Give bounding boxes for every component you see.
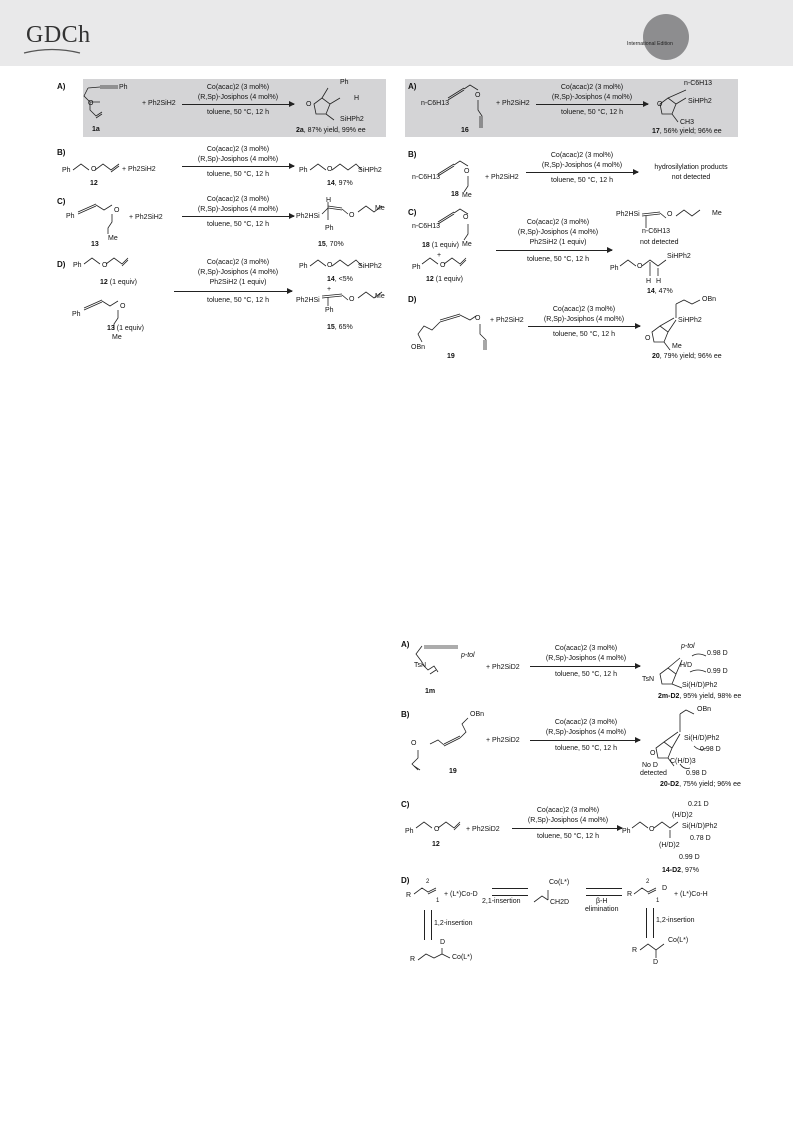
scheme-right-a-label: A) — [408, 82, 417, 91]
scheme-d-d-equil2 — [586, 888, 622, 896]
scheme-left-c-product-me: Me — [375, 205, 385, 212]
scheme-d-d-alkene1-structure — [414, 884, 444, 902]
scheme-left-b-sm: Ph — [62, 167, 71, 174]
scheme-right-a-cond2: (R,Sp)-Josiphos (4 mol%) — [551, 94, 633, 101]
scheme-d-c-product-d3: 0.99 D — [679, 854, 700, 861]
scheme-left-d-p1-label: 14 — [327, 276, 335, 283]
scheme-right-b-sm-me: Me — [462, 192, 472, 199]
scheme-d-c-label: C) — [401, 800, 410, 809]
scheme-right-c-sm1-caption — [422, 242, 459, 249]
scheme-d-d-int2-co: Co(L*) — [668, 937, 689, 944]
edition-badge-label: International Edition — [627, 41, 673, 47]
scheme-right-c-p2-h2: H — [656, 278, 662, 285]
scheme-right-a-sm-structure — [448, 82, 498, 132]
scheme-d-b-product-d1: 0.98 D — [700, 746, 721, 753]
scheme-d-b-arrow — [530, 740, 640, 741]
scheme-d-b-product-nod2: detected — [640, 770, 667, 777]
scheme-d-a-product-ptol: p-tol — [681, 643, 695, 650]
scheme-left-c-cond1: Co(acac)2 (3 mol%) — [206, 196, 270, 203]
scheme-left-d-sm2-caption — [107, 325, 144, 332]
scheme-left-b-reagent: + Ph2SiH2 — [122, 166, 156, 173]
scheme-d-d-r1: R — [406, 892, 412, 899]
scheme-left-d-sm2-label: 13 — [107, 325, 115, 332]
scheme-right-b-sm-hex: n-C6H13 — [412, 174, 441, 181]
scheme-right-d-sm-group: OBn — [411, 344, 426, 351]
scheme-d-d-step2b: elimination — [585, 906, 619, 913]
scheme-left-c-cond3: toluene, 50 °C, 12 h — [207, 221, 269, 228]
scheme-left-c-product-yield: , 70% — [325, 241, 344, 248]
scheme-d-a-cond1: Co(acac)2 (3 mol%) — [554, 645, 618, 652]
scheme-left-b-product-o: O — [327, 166, 333, 173]
scheme-right-b-label: B) — [408, 150, 417, 159]
scheme-d-c-product-hd1: (H/D)2 — [672, 812, 693, 819]
scheme-right-a-product-hex: n-C6H13 — [684, 80, 713, 87]
scheme-right-a-cond3: toluene, 50 °C, 12 h — [561, 109, 623, 116]
scheme-left-d-p2-ph: Ph — [325, 307, 334, 314]
scheme-left-b-o: O — [91, 166, 97, 173]
scheme-d-d-c1-b: 1 — [656, 898, 660, 904]
scheme-d-b-sm-o: O — [411, 740, 417, 747]
scheme-left-b-cond1: Co(acac)2 (3 mol%) — [206, 146, 270, 153]
scheme-d-a-product-si: Si(H/D)Ph2 — [682, 682, 718, 689]
scheme-right-c-p2-result — [647, 288, 673, 295]
scheme-left-d-p1-si: SiHPh2 — [358, 263, 382, 270]
scheme-d-d-int3-r: R — [410, 956, 416, 963]
scheme-d-a-cond3: toluene, 50 °C, 12 h — [555, 671, 617, 678]
scheme-d-c-reagent: + Ph2SiD2 — [466, 826, 500, 833]
scheme-d-d-step4: 1,2-insertion — [656, 917, 695, 924]
scheme-d-c-product-yield: , 97% — [681, 867, 699, 874]
scheme-d-a-sm-label: 1m — [425, 688, 436, 695]
scheme-right-c-p1-si: Ph2HSi — [616, 211, 640, 218]
scheme-left-a-cond1: Co(acac)2 (3 mol%) — [206, 84, 270, 91]
scheme-d-c-cond1: Co(acac)2 (3 mol%) — [536, 807, 600, 814]
scheme-d-d-int3-co: Co(L*) — [452, 954, 473, 961]
scheme-d-d-equil4 — [646, 908, 654, 938]
scheme-left-a-product-result — [296, 127, 366, 134]
scheme-d-d-c1-a: 1 — [436, 898, 440, 904]
scheme-d-b-product-si: Si(H/D)Ph2 — [684, 735, 720, 742]
scheme-left-d-sm2-o: O — [120, 303, 126, 310]
scheme-d-d-step3: 1,2-insertion — [434, 920, 473, 927]
scheme-d-d-equil3 — [424, 910, 432, 940]
scheme-left-d-sm2-me: Me — [112, 334, 122, 341]
scheme-right-c-plus: + — [437, 252, 442, 259]
scheme-d-d-int2-d: D — [653, 959, 659, 966]
scheme-right-c-sm2-o: O — [440, 262, 446, 269]
scheme-right-c-sm2-label: 12 — [426, 276, 434, 283]
scheme-d-a-sm-tsn: TsN — [414, 662, 427, 669]
scheme-right-c-p2-o: O — [637, 263, 643, 270]
scheme-left-d-p2-result — [327, 324, 353, 331]
scheme-d-a-product-hd: H/D — [680, 662, 693, 669]
scheme-left-b-arrow — [182, 166, 294, 167]
scheme-d-b-sm-obn: OBn — [470, 711, 485, 718]
scheme-d-b-reagent: + Ph2SiD2 — [486, 737, 520, 744]
scheme-right-c-arrow — [496, 250, 612, 251]
scheme-left-b-sm-label: 12 — [90, 180, 98, 187]
scheme-left-a-product-label: 2a — [296, 127, 304, 134]
scheme-right-d-product-result — [652, 353, 722, 360]
scheme-left-d-sm1-o: O — [102, 262, 108, 269]
scheme-left-a-product-yield: , 87% yield, 99% ee — [303, 127, 366, 134]
scheme-d-d-c2-b: 2 — [646, 879, 650, 885]
scheme-right-d-product-me: Me — [672, 343, 682, 350]
scheme-left-d-sm1-caption — [100, 279, 137, 286]
scheme-d-c-product-structure — [632, 818, 692, 844]
scheme-left-d-sm1-label: 12 — [100, 279, 108, 286]
scheme-d-a-product-d2: 0.99 D — [707, 668, 728, 675]
scheme-left-c-product-o: O — [349, 212, 355, 219]
scheme-right-d-product-obn: OBn — [702, 296, 717, 303]
scheme-left-d-label: D) — [57, 260, 66, 269]
scheme-d-a-product-tsn: TsN — [642, 676, 655, 683]
scheme-d-a-product-label: 2m-D2 — [658, 693, 680, 700]
scheme-right-b-reagent: + Ph2SiH2 — [485, 174, 519, 181]
scheme-left-d-p2-si: Ph2HSi — [296, 297, 320, 304]
scheme-d-b-cond1: Co(acac)2 (3 mol%) — [554, 719, 618, 726]
scheme-right-b-cond2: (R,Sp)-Josiphos (4 mol%) — [541, 162, 623, 169]
scheme-d-b-product-o: O — [650, 750, 656, 757]
scheme-d-c-product-si: Si(H/D)Ph2 — [682, 823, 718, 830]
scheme-d-c-sm-o: O — [434, 826, 440, 833]
scheme-right-c-p2-yield: , 47% — [654, 288, 673, 295]
scheme-right-d-cond3: toluene, 50 °C, 12 h — [553, 331, 615, 338]
scheme-left-b-label: B) — [57, 148, 66, 157]
scheme-right-d-sm-o: O — [475, 315, 481, 322]
scheme-d-b-product-yield: , 75% yield; 96% ee — [679, 781, 741, 788]
scheme-left-c-sm-ph: Ph — [66, 213, 75, 220]
scheme-right-c-sm1-label: 18 — [422, 242, 430, 249]
scheme-left-d-cond3: Ph2SiH2 (1 equiv) — [209, 279, 267, 286]
scheme-left-a-label: A) — [57, 82, 66, 91]
scheme-d-b-product-label: 20-D2 — [660, 781, 680, 788]
scheme-d-c-arrow — [512, 828, 622, 829]
edition-badge-icon — [643, 14, 689, 60]
scheme-right-b-cond3: toluene, 50 °C, 12 h — [551, 177, 613, 184]
scheme-right-c-label: C) — [408, 208, 417, 217]
scheme-right-d-product-label: 20 — [652, 353, 660, 360]
scheme-left-c-label: C) — [57, 197, 66, 206]
scheme-right-c-p1-note: not detected — [640, 239, 679, 246]
scheme-d-b-product-d2: 0.98 D — [686, 770, 707, 777]
scheme-d-d-int3-d: D — [440, 939, 446, 946]
scheme-right-a-product-label: 17 — [652, 128, 660, 135]
scheme-left-c-sm-structure — [78, 200, 128, 234]
scheme-d-c-product-label: 14-D2 — [662, 867, 682, 874]
scheme-left-c-sm-label: 13 — [91, 241, 99, 248]
scheme-right-c-sm1-o: O — [463, 214, 469, 221]
scheme-d-c-sm-label: 12 — [432, 841, 440, 848]
scheme-left-a-reagent: + Ph2SiH2 — [142, 100, 176, 107]
scheme-left-c-sm-o: O — [114, 207, 120, 214]
scheme-d-d-label: D) — [401, 876, 410, 885]
scheme-left-d-p1-yield: , <5% — [334, 276, 353, 283]
scheme-left-c-cond2: (R,Sp)-Josiphos (4 mol%) — [197, 206, 279, 213]
scheme-left-b-cond2: (R,Sp)-Josiphos (4 mol%) — [197, 156, 279, 163]
scheme-d-a-reagent: + Ph2SiD2 — [486, 664, 520, 671]
scheme-right-d-product-o: O — [645, 335, 651, 342]
scheme-right-b-arrow — [526, 172, 638, 173]
scheme-d-b-cond2: (R,Sp)-Josiphos (4 mol%) — [545, 729, 627, 736]
scheme-left-d-cond1: Co(acac)2 (3 mol%) — [206, 259, 270, 266]
scheme-right-c-sm1-me: Me — [462, 241, 472, 248]
scheme-right-c-p1-hex: n-C6H13 — [642, 228, 671, 235]
scheme-right-a-cond1: Co(acac)2 (3 mol%) — [560, 84, 624, 91]
scheme-left-a-product-h: H — [354, 95, 360, 102]
scheme-d-c-product-o: O — [649, 826, 655, 833]
scheme-d-a-product-d1: 0.98 D — [707, 650, 728, 657]
scheme-d-a-label: A) — [401, 640, 410, 649]
scheme-right-c-p2-h1: H — [646, 278, 652, 285]
scheme-d-b-cond3: toluene, 50 °C, 12 h — [555, 745, 617, 752]
scheme-left-a-product-o: O — [306, 101, 312, 108]
scheme-right-c-sm2-equiv: (1 equiv) — [433, 276, 463, 283]
scheme-right-c-p1-o: O — [667, 211, 673, 218]
scheme-left-c-product-result — [318, 241, 344, 248]
scheme-left-d-sm2-equiv: (1 equiv) — [114, 325, 144, 332]
scheme-d-d-alkene2-structure — [634, 884, 664, 902]
scheme-right-d-sm-label: 19 — [447, 353, 455, 360]
scheme-right-d-product-yield: , 79% yield; 96% ee — [659, 353, 722, 360]
scheme-d-a-sm-ptol: p-tol — [461, 652, 475, 659]
publisher-logo: GDCh — [26, 22, 91, 48]
scheme-left-b-product-label: 14 — [327, 180, 335, 187]
scheme-right-c-p2-si: SiHPh2 — [667, 253, 691, 260]
scheme-left-d-p1-result — [327, 276, 353, 283]
scheme-right-a-product-si: SiHPh2 — [688, 98, 712, 105]
scheme-right-b-cond1: Co(acac)2 (3 mol%) — [550, 152, 614, 159]
scheme-left-d-arrow — [174, 291, 292, 292]
scheme-right-a-product-result — [652, 128, 722, 135]
journal-header-bar — [0, 0, 793, 66]
scheme-d-b-product-nod1: No D — [642, 762, 658, 769]
scheme-right-c-p2-label: 14 — [647, 288, 655, 295]
scheme-left-d-cond4: toluene, 50 °C, 12 h — [207, 297, 269, 304]
scheme-left-b-sm-structure — [73, 160, 123, 176]
scheme-right-d-reagent: + Ph2SiH2 — [490, 317, 524, 324]
scheme-d-c-cond2: (R,Sp)-Josiphos (4 mol%) — [527, 817, 609, 824]
scheme-left-d-sm1: Ph — [73, 262, 82, 269]
scheme-d-c-product-d1: 0.21 D — [688, 801, 709, 808]
scheme-right-d-sm-structure — [414, 308, 494, 352]
logo-swoosh-icon — [22, 48, 82, 58]
scheme-right-c-sm2-caption — [426, 276, 463, 283]
scheme-d-a-product-result — [658, 693, 741, 700]
scheme-right-d-product-si: SiHPh2 — [678, 317, 702, 324]
scheme-right-c-sm1-structure — [438, 206, 488, 246]
scheme-right-b-sm-label: 18 — [451, 191, 459, 198]
scheme-d-d-r2: R — [627, 891, 633, 898]
scheme-left-b-product-si: SiHPh2 — [358, 167, 382, 174]
scheme-right-c-cond4: toluene, 50 °C, 12 h — [527, 256, 589, 263]
scheme-right-d-cond2: (R,Sp)-Josiphos (4 mol%) — [543, 316, 625, 323]
scheme-left-d-sm1-equiv: (1 equiv) — [107, 279, 137, 286]
scheme-left-d-plus: + — [327, 286, 332, 293]
scheme-left-b-product-ph: Ph — [299, 167, 308, 174]
scheme-d-c-product-result — [662, 867, 699, 874]
scheme-left-a-cond2: (R,Sp)-Josiphos (4 mol%) — [197, 94, 279, 101]
scheme-left-a-cond3: toluene, 50 °C, 12 h — [207, 109, 269, 116]
scheme-left-c-arrow — [182, 216, 294, 217]
scheme-right-a-reagent: + Ph2SiH2 — [496, 100, 530, 107]
scheme-d-a-sm-structure — [414, 642, 494, 678]
scheme-d-d-alkene-d: D — [662, 885, 668, 892]
scheme-right-a-sm-group: n-C6H13 — [421, 100, 450, 107]
scheme-d-d-step1: 2,1-insertion — [482, 898, 521, 905]
scheme-right-c-sm2-ph: Ph — [412, 264, 421, 271]
scheme-left-a-sm-label: 1a — [92, 126, 100, 133]
scheme-left-d-p1-structure — [310, 256, 362, 272]
scheme-left-b-cond3: toluene, 50 °C, 12 h — [207, 171, 269, 178]
scheme-d-c-product-hd2: (H/D)2 — [659, 842, 680, 849]
scheme-left-d-p2-label: 15 — [327, 324, 335, 331]
scheme-d-d-step2a: β-H — [596, 898, 608, 905]
scheme-right-d-label: D) — [408, 295, 417, 304]
scheme-d-b-product-cd3: C(H/D)3 — [670, 758, 696, 765]
scheme-right-b-sm-o: O — [464, 168, 470, 175]
scheme-d-c-sm-ph: Ph — [405, 828, 414, 835]
scheme-d-d-int1-co: Co(L*) — [549, 879, 570, 886]
scheme-left-c-reagent: + Ph2SiH2 — [129, 214, 163, 221]
scheme-d-a-product-yield: , 95% yield, 98% ee — [679, 693, 742, 700]
scheme-d-d-reagent2: + (L*)Co-H — [674, 891, 708, 898]
scheme-right-c-sm1-equiv: (1 equiv) — [429, 242, 459, 249]
scheme-right-a-product-yield: , 56% yield; 96% ee — [659, 128, 722, 135]
scheme-right-b-result1: hydrosilylation products — [654, 164, 728, 171]
scheme-right-b-result2: not detected — [671, 174, 711, 181]
scheme-d-b-label: B) — [401, 710, 410, 719]
scheme-right-a-product-ch3: CH3 — [680, 119, 695, 126]
scheme-d-b-product-result — [660, 781, 741, 788]
scheme-d-b-sm-label: 19 — [449, 768, 457, 775]
scheme-left-b-product-structure — [310, 160, 362, 176]
scheme-d-c-cond3: toluene, 50 °C, 12 h — [537, 833, 599, 840]
scheme-left-a-sm-group: Ph — [119, 84, 128, 91]
scheme-d-b-product-obn: OBn — [697, 706, 712, 713]
scheme-d-a-cond2: (R,Sp)-Josiphos (4 mol%) — [545, 655, 627, 662]
scheme-right-c-sm1-hex: n-C6H13 — [412, 223, 441, 230]
scheme-right-d-arrow — [528, 326, 640, 327]
scheme-right-c-cond3: Ph2SiH2 (1 equiv) — [529, 239, 587, 246]
scheme-left-c-product-si: Ph2HSi — [296, 213, 320, 220]
scheme-d-d-equil1 — [492, 888, 528, 896]
scheme-d-a-arrow — [530, 666, 640, 667]
scheme-d-d-int1-ch2d: CH2D — [550, 899, 570, 906]
scheme-left-a-arrow — [182, 104, 294, 105]
scheme-d-c-product-ph: Ph — [622, 828, 631, 835]
scheme-right-d-cond1: Co(acac)2 (3 mol%) — [552, 306, 616, 313]
scheme-left-d-p2-me: Me — [375, 293, 385, 300]
scheme-right-a-product-o: O — [657, 101, 663, 108]
scheme-left-d-sm2-ph: Ph — [72, 311, 81, 318]
scheme-right-c-p1-me: Me — [712, 210, 722, 217]
scheme-right-c-p2-ph: Ph — [610, 265, 619, 272]
scheme-left-d-p1-ph: Ph — [299, 263, 308, 270]
scheme-d-d-c2-a: 2 — [426, 879, 430, 885]
scheme-left-d-p1-o: O — [327, 262, 333, 269]
scheme-right-a-arrow — [536, 104, 648, 105]
scheme-left-d-cond2: (R,Sp)-Josiphos (4 mol%) — [197, 269, 279, 276]
scheme-left-d-p2-yield: , 65% — [334, 324, 353, 331]
scheme-d-d-reagent1: + (L*)Co-D — [444, 891, 478, 898]
scheme-left-c-product-h: H — [326, 197, 332, 204]
scheme-d-c-product-d2: 0.78 D — [690, 835, 711, 842]
scheme-left-c-sm-me: Me — [108, 235, 118, 242]
scheme-left-c-product-ph: Ph — [325, 225, 334, 232]
scheme-left-d-p2-o: O — [349, 296, 355, 303]
scheme-left-a-product-ph: Ph — [340, 79, 349, 86]
scheme-left-a-product-si: SiHPh2 — [340, 116, 364, 123]
scheme-d-d-int2-r: R — [632, 947, 638, 954]
scheme-left-a-o: O — [88, 100, 94, 107]
scheme-right-a-sm-label: 16 — [461, 127, 469, 134]
scheme-left-c-product-label: 15 — [318, 241, 326, 248]
scheme-left-b-product-yield: , 97% — [334, 180, 353, 187]
scheme-right-c-cond1: Co(acac)2 (3 mol%) — [526, 219, 590, 226]
scheme-left-b-product-result — [327, 180, 353, 187]
scheme-right-a-sm-o: O — [475, 92, 481, 99]
scheme-right-c-cond2: (R,Sp)-Josiphos (4 mol%) — [517, 229, 599, 236]
